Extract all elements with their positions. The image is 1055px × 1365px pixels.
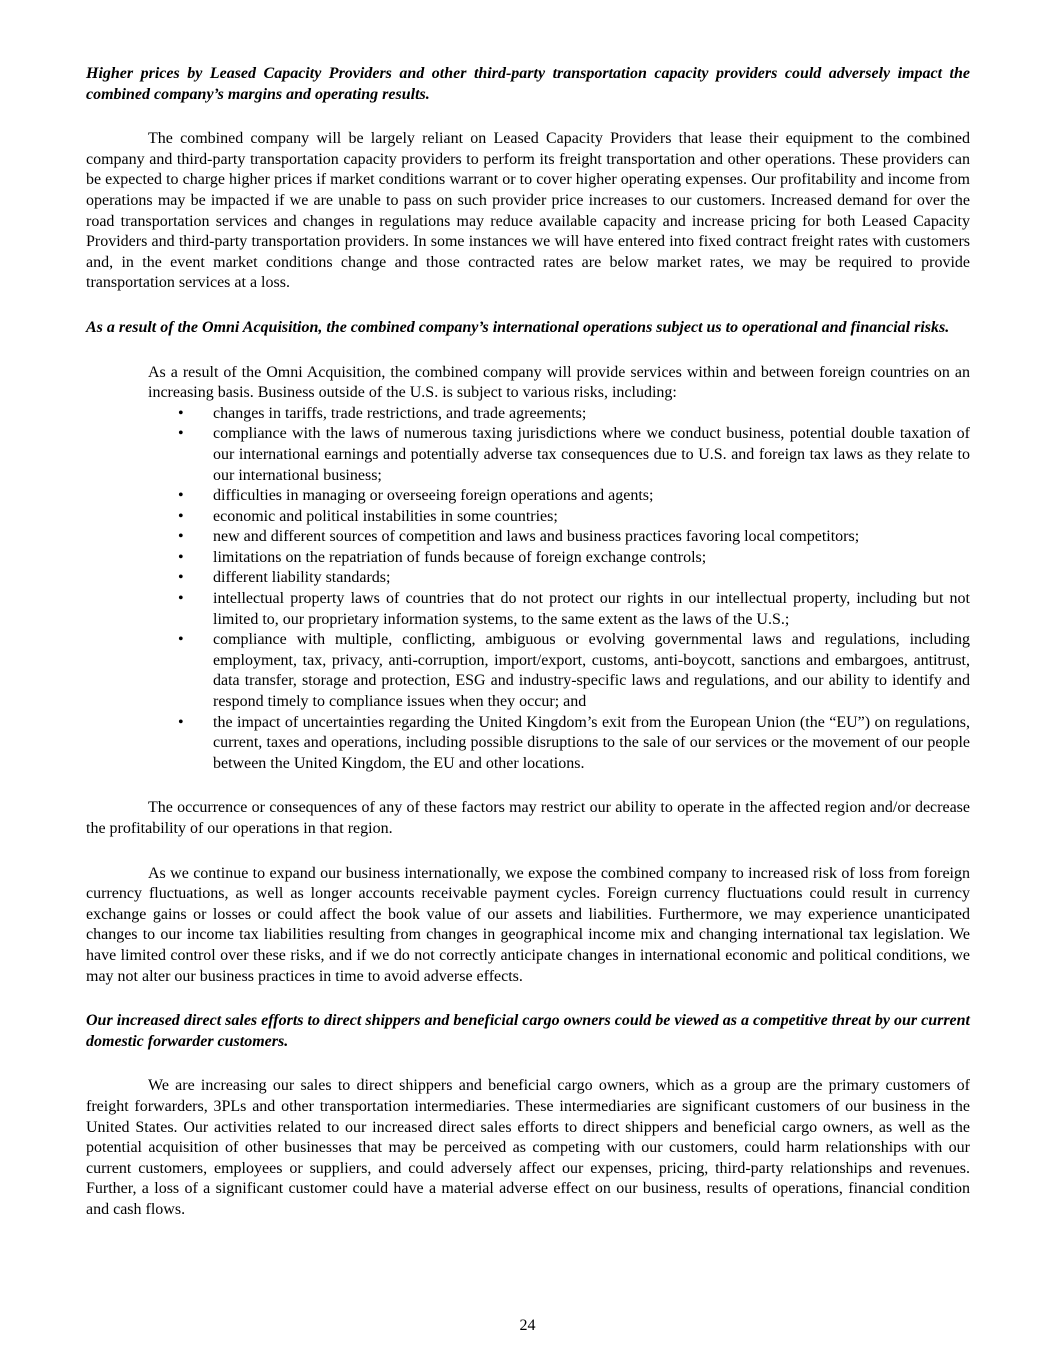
paragraph-occurrence-consequences: The occurrence or consequences of any of these factors may restrict our ability to operate in the affected region and/or decrease the profitability of our operations in that region. xyxy=(86,799,970,837)
paragraph-direct-sales: We are increasing our sales to direct shippers and beneficial cargo owners, which as a group are the primary customers of freight forwarders, 3PLs and other transportation intermediaries. These intermediaries are significant customers of our business in the United States. Our activities related to our increased direct sales efforts to direct shippers and beneficial cargo owners, as well as the potential acquisition of other businesses that may be perceived as competing with our customers, could harm relationships with our current customers, employees or suppliers, and could adversely affect our expenses, pricing, third-party relationships and revenues. Further, a loss of a significant customer could have a material adverse effect on our business, results of operations, financial condition and cash flows. xyxy=(86,1077,970,1218)
bullet-item xyxy=(86,568,970,589)
bullet-icon: • xyxy=(178,569,184,587)
bullet-item xyxy=(86,527,970,548)
bullet-icon: • xyxy=(178,548,184,566)
page-number: 24 xyxy=(519,1317,536,1334)
bullet-text: different liability standards; xyxy=(213,569,391,587)
paragraph-currency-fluctuations: As we continue to expand our business internationally, we expose the combined company to increased risk of loss from foreign currency fluctuations, as well as longer accounts receivable payment cycles. Foreign currency fluctuations could result in currency exchange gains or losses or could affect the book value of our assets and liabilities. Furthermore, we may experience unanticipated changes to our income tax liabilities resulting from changes in geographical income mix and changing international tax legislation. We have limited control over these risks, and if we do not correctly anticipate changes in international economic and political conditions, we may not alter our business practices in time to avoid adverse effects. xyxy=(86,864,970,985)
bullet-text: economic and political instabilities in some countries; xyxy=(213,507,558,525)
bullet-text: limitations on the repatriation of funds because of foreign exchange controls; xyxy=(213,548,707,566)
risk-heading-leased-capacity: Higher prices by Leased Capacity Providers and other third-party transportation capacity providers could adversely impact the combined company’s margins and operating results. xyxy=(86,65,970,103)
bullet-text: changes in tariffs, trade restrictions, and trade agreements; xyxy=(213,404,587,422)
bullet-icon: • xyxy=(178,487,184,505)
bullet-text: compliance with multiple, conflicting, ambiguous or evolving governmental laws and regulations, including employment, tax, privacy, anti-corruption, import/export, customs, anti-boycott, sanctions and embargoes, antitrust, data transfer, storage and protection, ESG and industry-specific laws and regulations, and our ability to identify and respond timely to compliance issues when they occur; and xyxy=(213,631,970,711)
bullet-icon: • xyxy=(178,507,184,525)
bullet-icon: • xyxy=(178,404,184,422)
bullet-text: intellectual property laws of countries that do not protect our rights in our intellectual property, including but not limited to, our proprietary information systems, to the same extent as the laws of the U.S.; xyxy=(213,590,970,628)
bullet-text: the impact of uncertainties regarding the United Kingdom’s exit from the European Union (the “EU”) on regulations, current, taxes and operations, including possible disruptions to the sale of our services or the movement of our people between the United Kingdom, the EU and other locations. xyxy=(213,713,970,772)
bullet-icon: • xyxy=(178,631,184,649)
bullet-icon: • xyxy=(178,590,184,608)
bullet-item xyxy=(86,424,970,486)
risk-heading-direct-sales: Our increased direct sales efforts to direct shippers and beneficial cargo owners could be viewed as a competitive threat by our current domestic forwarder customers. xyxy=(86,1012,970,1050)
bullet-item xyxy=(86,548,970,569)
bullet-item xyxy=(86,630,970,712)
bullet-icon: • xyxy=(178,528,184,546)
bullet-text: new and different sources of competition and laws and business practices favoring local competitors; xyxy=(213,528,860,546)
document-content xyxy=(86,64,970,1221)
bullet-text: compliance with the laws of numerous taxing jurisdictions where we conduct business, potential double taxation of our international earnings and potentially adverse tax consequences due to U.S. and foreign tax laws as they relate to our international business; xyxy=(213,425,970,484)
paragraph-leased-capacity: The combined company will be largely reliant on Leased Capacity Providers that lease their equipment to the combined company and third-party transportation capacity providers to perform its freight transportation and other operations. These providers can be expected to charge higher prices if market conditions warrant or to cover higher operating expenses. Our profitability and income from operations may be impacted if we are unable to pass on such provider price increases to our customers. Increased demand for over the road transportation services and changes in regulations may reduce available capacity and increase pricing for both Leased Capacity Providers and third-party transportation providers. In some instances we will have entered into fixed contract freight rates with customers and, in the event market conditions change and those contracted rates are below market rates, we may be required to provide transportation services at a loss. xyxy=(86,130,970,292)
bullet-item xyxy=(86,404,970,425)
risk-bullet-list xyxy=(86,404,970,775)
bullet-icon: • xyxy=(178,713,184,731)
bullet-item xyxy=(86,486,970,507)
paragraph-omni-intro: As a result of the Omni Acquisition, the combined company will provide services within and between foreign countries on an increasing basis. Business outside of the U.S. is subject to various risks, including: xyxy=(148,363,970,402)
bullet-item xyxy=(86,713,970,775)
bullet-item xyxy=(86,507,970,528)
risk-heading-omni-international: As a result of the Omni Acquisition, the combined company’s international operations subject us to operational and financial risks. xyxy=(86,318,950,336)
bullet-icon: • xyxy=(178,425,184,443)
bullet-item xyxy=(86,589,970,630)
bullet-text: difficulties in managing or overseeing foreign operations and agents; xyxy=(213,487,654,505)
